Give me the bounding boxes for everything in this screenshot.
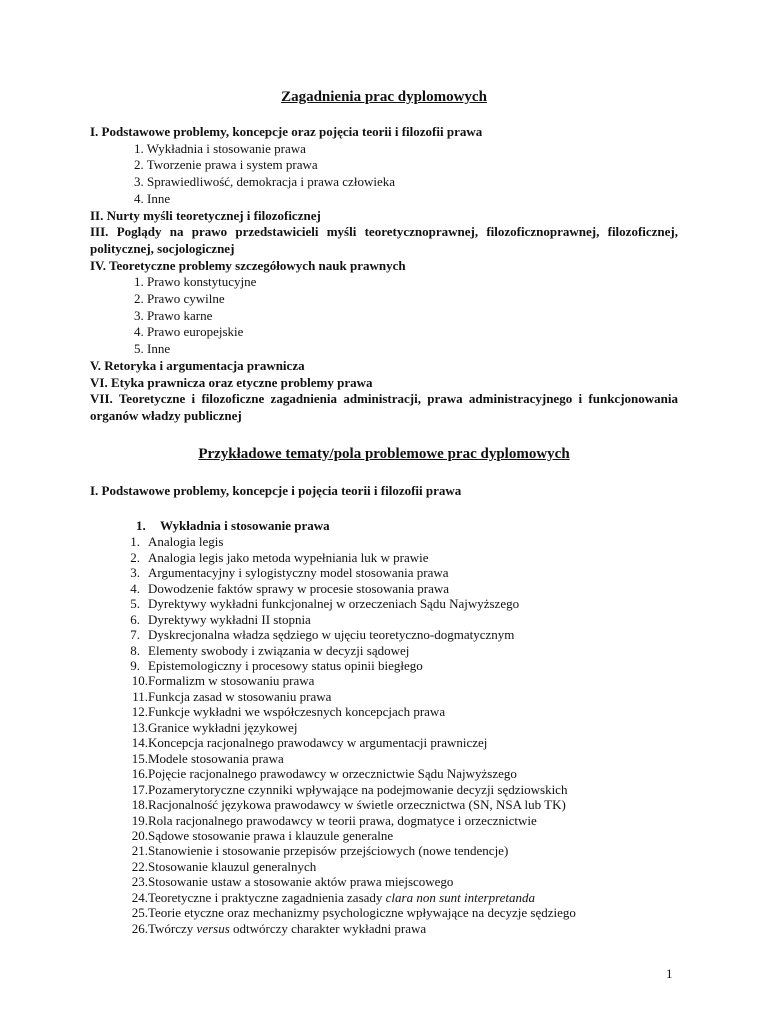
topic-text: Argumentacyjny i sylogistyczny model stosowania prawa <box>148 565 449 581</box>
topic-text: Elementy swobody i związania w decyzji sądowej <box>148 642 410 658</box>
topic-number: 19. <box>131 812 148 828</box>
topic-item <box>90 689 678 704</box>
topic-number: 26. <box>131 920 148 936</box>
topic-item <box>90 596 678 611</box>
topic-list <box>90 534 678 936</box>
topic-item <box>90 565 678 580</box>
topic-italic-text: versus <box>196 920 230 936</box>
page-number: 1 <box>666 966 673 981</box>
topic-text: Stosowanie klauzul generalnych <box>148 858 317 874</box>
topic-text: Teoretyczne i praktyczne zagadnienia zasady <box>148 889 386 905</box>
subheading-text: Wykładnia i stosowanie prawa <box>160 518 330 534</box>
topic-text: Pojęcie racjonalnego prawodawcy w orzecznictwie Sądu Najwyższego <box>148 766 517 782</box>
topic-text: Dyrektywy wykładni II stopnia <box>148 611 311 627</box>
section-heading: III. Poglądy na prawo przedstawicieli myśli teoretycznoprawnej, filozoficznoprawnej, filozoficznej, politycznej, socjologicznej <box>90 224 678 256</box>
topic-item <box>90 658 678 673</box>
topic-text: Koncepcja racjonalnego prawodawcy w argumentacji prawniczej <box>148 735 488 751</box>
topic-number: 12. <box>131 704 148 720</box>
topic-number: 9. <box>130 657 140 673</box>
topic-number: 2. <box>130 549 140 565</box>
topic-item <box>90 766 678 781</box>
section-item: 1. Wykładnia i stosowanie prawa <box>134 140 306 156</box>
topic-number: 15. <box>131 750 148 766</box>
topic-text: Rola racjonalnego prawodawcy w teorii prawa, dogmatyce i orzecznictwie <box>148 812 537 828</box>
topic-text: Analogia legis jako metoda wypełniania luk w prawie <box>148 549 429 565</box>
topic-text-after: odtwórczy charakter wykładni prawa <box>229 920 427 936</box>
topic-item <box>90 874 678 889</box>
topic-number: 5. <box>130 596 140 612</box>
topic-item <box>90 534 678 549</box>
section-item: 5. Inne <box>134 341 171 357</box>
topic-text: Analogia legis <box>148 534 224 550</box>
topic-number: 24. <box>131 889 148 905</box>
document-page <box>90 84 678 936</box>
topic-number: 3. <box>130 565 140 581</box>
topic-text: Stanowienie i stosowanie przepisów przejściowych (nowe tendencje) <box>148 843 509 859</box>
topic-text: Dowodzenie faktów sprawy w procesie stosowania prawa <box>148 580 450 596</box>
topic-text: Dyrektywy wykładni funkcjonalnej w orzeczeniach Sądu Najwyższego <box>148 596 520 612</box>
topic-text: Twórczy <box>148 920 197 936</box>
section-heading: I. Podstawowe problemy, koncepcje oraz pojęcia teorii i filozofii prawa <box>90 124 483 139</box>
topic-number: 8. <box>130 642 140 658</box>
topic-number: 14. <box>131 735 148 751</box>
section-heading: V. Retoryka i argumentacja prawnicza <box>90 357 305 373</box>
section-item: 4. Inne <box>134 190 171 206</box>
topic-number: 10. <box>131 673 148 689</box>
topic-item <box>90 797 678 812</box>
topic-item <box>90 813 678 828</box>
topic-item <box>90 735 678 750</box>
topic-number: 18. <box>131 797 148 813</box>
topic-item <box>90 550 678 565</box>
examples-section-heading: I. Podstawowe problemy, koncepcje i pojęcia teorii i filozofii prawa <box>90 482 462 498</box>
topic-text: Pozamerytoryczne czynniki wpływające na podejmowanie decyzji sędziowskich <box>148 781 568 797</box>
topic-text: Granice wykładni językowej <box>148 719 298 735</box>
topic-text: Funkcje wykładni we współczesnych koncepcjach prawa <box>148 704 446 720</box>
topic-item <box>90 890 678 905</box>
document-title: Zagadnienia prac dyplomowych <box>281 89 487 105</box>
section-item: 2. Tworzenie prawa i system prawa <box>134 157 318 173</box>
topic-item <box>90 905 678 920</box>
subheading-number: 1. <box>136 518 146 534</box>
topic-number: 6. <box>130 611 140 627</box>
section-heading: VII. Teoretyczne i filozoficzne zagadnienia administracji, prawa administracyjnego i funkcjonowania organów władzy publicznej <box>90 391 678 423</box>
section-heading: IV. Teoretyczne problemy szczegółowych nauk prawnych <box>90 257 406 273</box>
topic-italic-text: clara non sunt interpretanda <box>385 889 536 905</box>
topic-text: Dyskrecjonalna władza sędziego w ujęciu teoretyczno-dogmatycznym <box>148 627 515 643</box>
topic-number: 1. <box>130 534 140 550</box>
topic-item <box>90 828 678 843</box>
section-item: 3. Prawo karne <box>134 307 213 323</box>
topic-number: 13. <box>131 719 148 735</box>
topic-text: Racjonalność językowa prawodawcy w świetle orzecznictwa (SN, NSA lub TK) <box>148 797 566 813</box>
topic-number: 25. <box>131 905 148 921</box>
section-item: 4. Prawo europejskie <box>134 324 244 340</box>
topic-item <box>90 704 678 719</box>
section-item: 2. Prawo cywilne <box>134 291 225 307</box>
topic-item <box>90 921 678 936</box>
topic-item <box>90 751 678 766</box>
topic-number: 7. <box>130 627 140 643</box>
topic-text: Stosowanie ustaw a stosowanie aktów prawa miejscowego <box>148 874 454 890</box>
topic-number: 17. <box>131 781 148 797</box>
section-list <box>90 124 678 425</box>
topic-item <box>90 843 678 858</box>
section-heading: VI. Etyka prawnicza oraz etyczne problemy prawa <box>90 374 373 390</box>
topic-text: Sądowe stosowanie prawa i klauzule generalne <box>148 827 394 843</box>
topic-number: 20. <box>131 827 148 843</box>
topic-item <box>90 643 678 658</box>
examples-title: Przykładowe tematy/pola problemowe prac dyplomowych <box>198 445 570 462</box>
topic-item <box>90 720 678 735</box>
section-item: 1. Prawo konstytucyjne <box>134 274 257 290</box>
topic-number: 11. <box>132 688 148 704</box>
topic-text: Funkcja zasad w stosowaniu prawa <box>148 688 332 704</box>
topic-text: Modele stosowania prawa <box>148 750 284 766</box>
topic-text: Formalizm w stosowaniu prawa <box>148 673 315 689</box>
topic-number: 16. <box>131 766 148 782</box>
examples-subheading <box>90 518 678 534</box>
topic-item <box>90 782 678 797</box>
topic-text: Epistemologiczny i procesowy status opinii biegłego <box>148 657 423 673</box>
topic-item <box>90 627 678 642</box>
topic-number: 21. <box>131 843 148 859</box>
topic-number: 4. <box>130 580 140 596</box>
topic-text: Teorie etyczne oraz mechanizmy psychologiczne wpływające na decyzje sędziego <box>148 905 576 921</box>
topic-item <box>90 673 678 688</box>
topic-number: 22. <box>131 858 148 874</box>
topic-item <box>90 859 678 874</box>
section-heading: II. Nurty myśli teoretycznej i filozoficznej <box>90 207 321 223</box>
topic-number: 23. <box>131 874 148 890</box>
topic-item <box>90 612 678 627</box>
topic-item <box>90 581 678 596</box>
section-item: 3. Sprawiedliwość, demokracja i prawa człowieka <box>134 174 395 190</box>
